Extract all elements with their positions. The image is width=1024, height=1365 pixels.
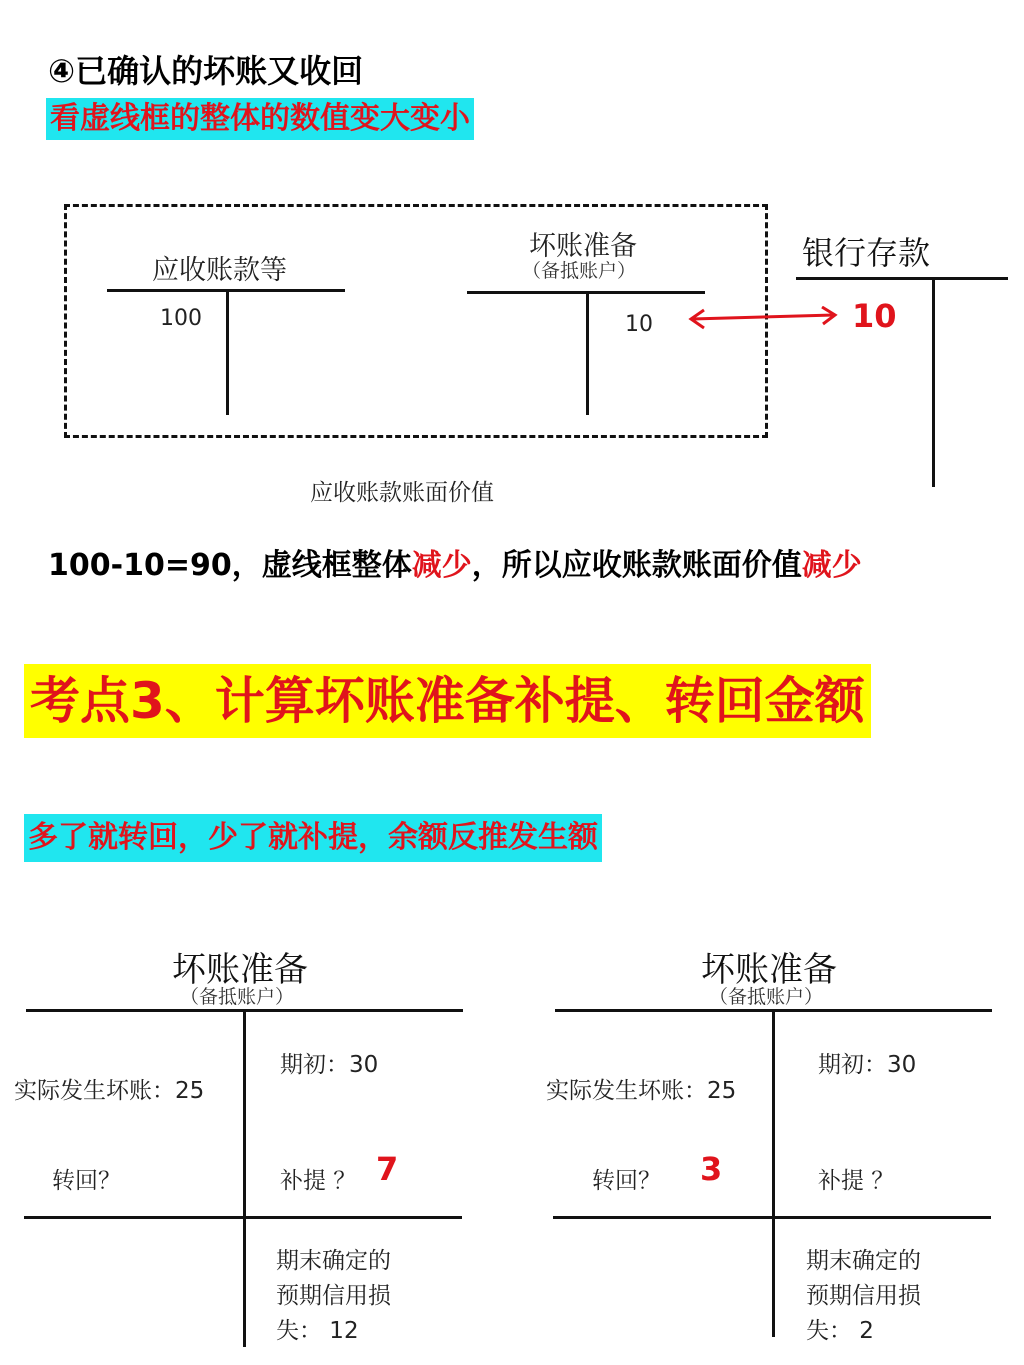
allowance-t-stem xyxy=(586,291,589,415)
allowance-subtitle: （备抵账户） xyxy=(522,260,637,282)
t1-title: 坏账准备 xyxy=(172,950,308,990)
t1-opening: 期初：30 xyxy=(280,1052,379,1078)
t2-subtitle: （备抵账户） xyxy=(709,986,824,1008)
kaodian-banner: 考点3、计算坏账准备补提、转回金额 xyxy=(24,664,871,738)
t2-total-line xyxy=(553,1216,991,1219)
receivable-title: 应收账款等 xyxy=(152,255,287,286)
allowance-credit: 10 xyxy=(625,312,653,337)
t1-ending-line2: 预期信用损 xyxy=(276,1283,391,1309)
t1-subtitle: （备抵账户） xyxy=(180,986,295,1008)
section-title: ④已确认的坏账又收回 xyxy=(48,52,364,90)
t2-reverse: 转回？ xyxy=(592,1168,661,1194)
t2-ending-line2: 预期信用损 xyxy=(806,1283,921,1309)
t2-opening: 期初：30 xyxy=(818,1052,917,1078)
t1-topup-answer: 7 xyxy=(376,1150,399,1188)
t1-ending-line3: 失： 12 xyxy=(276,1318,359,1344)
conclusion-emphasis-1: 减少 xyxy=(411,548,472,583)
section-subtitle-highlight: 看虚线框的整体的数值变大变小 xyxy=(46,98,474,140)
t2-actual-bad-debt: 实际发生坏账：25 xyxy=(546,1078,737,1104)
allowance-title: 坏账准备 xyxy=(529,231,637,262)
receivable-debit: 100 xyxy=(160,306,202,331)
bank-t-top xyxy=(796,277,1008,280)
bank-t-stem xyxy=(932,277,935,487)
t2-ending-line1: 期末确定的 xyxy=(806,1248,921,1274)
t2-ending-line3: 失： 2 xyxy=(806,1318,874,1344)
bank-title: 银行存款 xyxy=(802,234,931,272)
t2-topup: 补提 ？ xyxy=(818,1168,895,1194)
receivable-t-stem xyxy=(226,289,229,415)
t2-title: 坏账准备 xyxy=(701,950,837,990)
bank-amount: 10 xyxy=(852,297,897,335)
t2-stem xyxy=(772,1009,775,1337)
conclusion-part1: 100-10=90，虚线框整体 xyxy=(48,548,412,583)
conclusion-part2: ，所以应收账款账面价值 xyxy=(471,548,802,583)
t1-stem xyxy=(243,1009,246,1347)
t1-actual-bad-debt: 实际发生坏账：25 xyxy=(14,1078,205,1104)
conclusion-line xyxy=(48,540,862,584)
t1-reverse: 转回？ xyxy=(52,1168,121,1194)
t1-ending-line1: 期末确定的 xyxy=(276,1248,391,1274)
tip-highlight: 多了就转回，少了就补提，余额反推发生额 xyxy=(24,814,602,862)
t2-reverse-answer: 3 xyxy=(700,1150,723,1188)
t1-total-line xyxy=(24,1216,462,1219)
diagram-caption: 应收账款账面价值 xyxy=(310,480,494,506)
t1-topup: 补提 ？ xyxy=(280,1168,357,1194)
conclusion-emphasis-2: 减少 xyxy=(801,548,862,583)
double-arrow-icon xyxy=(686,306,840,332)
